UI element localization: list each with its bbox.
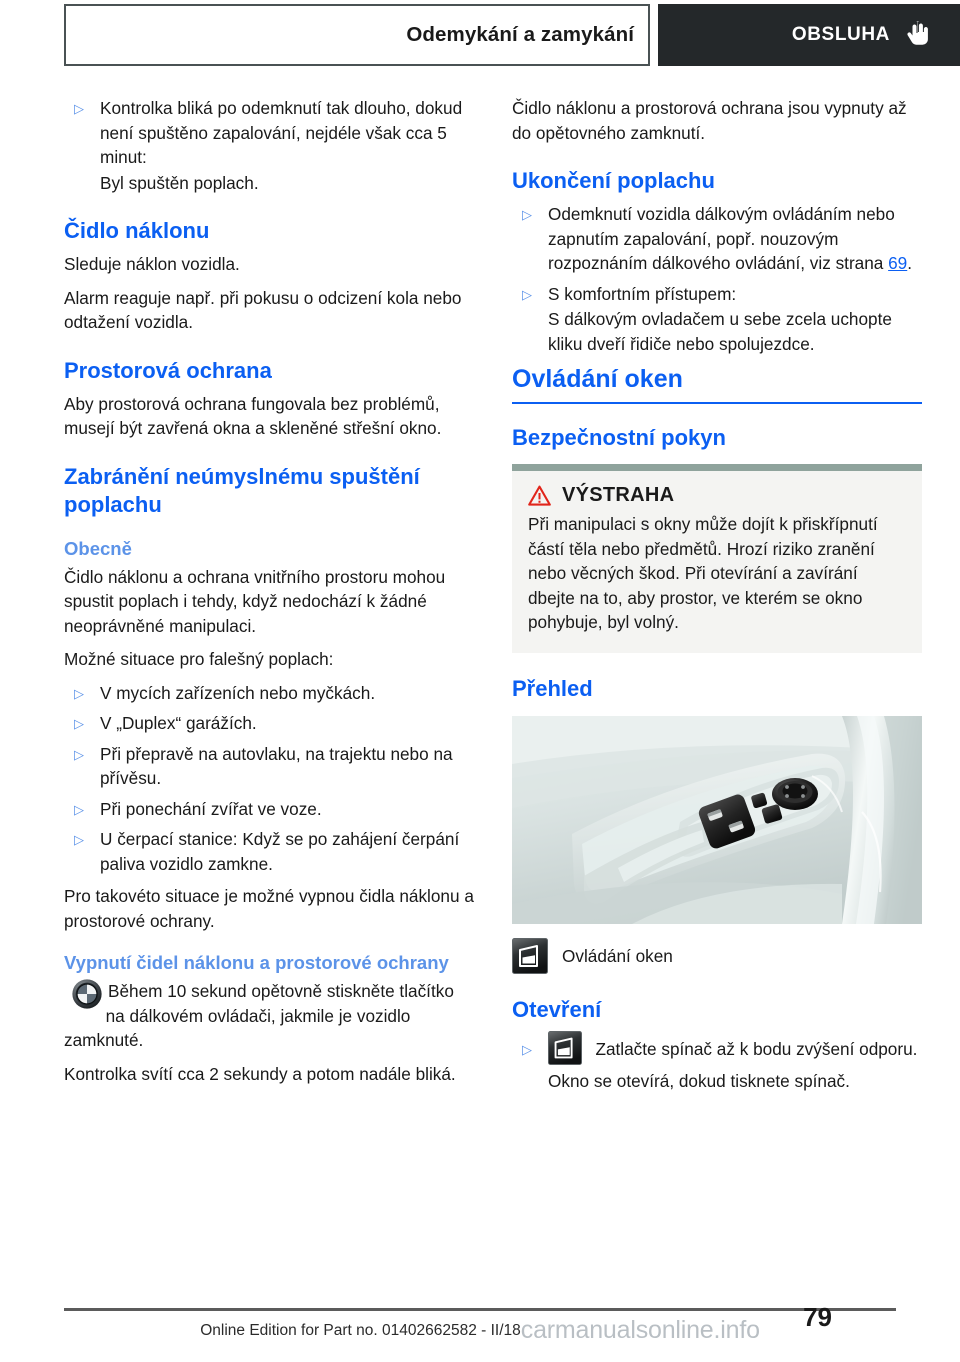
- page-header: [0, 0, 960, 70]
- heading-vypnuti-cidel: Vypnutí čidel náklonu a prostorové ochrany: [64, 952, 449, 973]
- heading-zabraneni: Zabránění neúmyslnému spuštění poplachu: [64, 463, 420, 517]
- otevreni-instruction-bullet: [512, 1031, 922, 1065]
- paragraph-cidlo-1: Sleduje náklon vozidla.: [64, 254, 240, 274]
- list-item: [512, 202, 922, 276]
- footer-edition-line: [0, 1316, 960, 1345]
- figure-caption-label: Ovládání oken: [562, 945, 673, 966]
- heading-bezpecnostni-pokyn: Bezpečnostní pokyn: [512, 425, 726, 450]
- list-item: [64, 96, 474, 195]
- paragraph-vypnuti-2: Kontrolka svítí cca 2 sekundy a potom nadále bliká.: [64, 1063, 456, 1084]
- list-item: ▷ V „Duplex“ garážích.: [64, 711, 474, 736]
- paragraph-obecne-3: Pro takovéto situace je možné vypnou čidla náklonu a prostorové ochrany.: [64, 886, 474, 931]
- figure-caption-row: [512, 938, 922, 974]
- bmw-instruction-paragraph: [64, 979, 474, 1053]
- section-title: OBSLUHA: [791, 24, 890, 45]
- intro-bullet-list: [64, 96, 474, 195]
- bullet-text: Odemknutí vozidla dálkovým ovládáním nebo zapnutím zapalování, popř. nouzovým rozpoznáním dálkového ovládání, viz strana: [548, 204, 895, 273]
- watermark-text: carmanualsonline.info: [520, 1316, 760, 1344]
- window-control-switch-icon: [512, 938, 548, 974]
- list-item: ▷ U čerpací stanice: Když se po zahájení čerpání paliva vozidlo zamkne.: [64, 827, 474, 876]
- heading-obecne: Obecně: [64, 537, 132, 559]
- paragraph-obecne-2: Možné situace pro falešný poplach:: [64, 649, 334, 669]
- bullet-text-after: .: [907, 253, 913, 273]
- list-item: ▷ V mycích zařízeních nebo myčkách.: [64, 681, 474, 706]
- list-item: [512, 282, 922, 357]
- situation-bullet-list: [64, 681, 474, 877]
- paragraph-otevreni: Okno se otevírá, dokud tisknete spínač.: [548, 1070, 850, 1091]
- warning-title-row: [528, 484, 906, 507]
- paragraph-cidlo-2: Alarm reaguje např. při pokusu o odcizení kola nebo odtažení vozidla.: [64, 287, 462, 332]
- edition-text: Online Edition for Part no. 01402662582 - II/18: [200, 1322, 521, 1339]
- otevreni-instruction-text: Zatlačte spínač až k bodu zvýšení odporu.: [595, 1038, 918, 1059]
- list-item: ▷ Při přepravě na autovlaku, na trajektu nebo na přívěsu.: [64, 742, 474, 791]
- car-door-panel-window-switches-photo: [512, 716, 922, 924]
- paragraph-prostorova: Aby prostorová ochrana fungovala bez problémů, musejí být zavřená okna a skleněné střešní okno.: [64, 393, 442, 438]
- ukonceni-bullet-list: [512, 202, 922, 356]
- bullet-text: S komfortním přístupem:: [548, 283, 737, 304]
- bullet-text: Kontrolka bliká po odemknutí tak dlouho, dokud není spuštěno zapalování, nejdéle však cca 5 minut:: [100, 98, 463, 167]
- chapter-title-box: [64, 4, 650, 66]
- heading-prostorova-ochrana: Prostorová ochrana: [64, 357, 272, 383]
- bullet-sub-text: Byl spuštěn poplach.: [100, 172, 259, 193]
- page-reference-link[interactable]: 69: [888, 253, 908, 273]
- heading-prehled: Přehled: [512, 675, 593, 701]
- paragraph-right-top: Čidlo náklonu a prostorová ochrana jsou vypnuty až do opětovného zamknutí.: [512, 98, 907, 143]
- hand-pointer-icon: [906, 20, 932, 50]
- warning-title: VÝSTRAHA: [562, 484, 675, 506]
- list-item: ▷ Při ponechání zvířat ve voze.: [64, 797, 474, 822]
- page-number: 79: [803, 1302, 832, 1332]
- left-column: [64, 96, 474, 1095]
- warning-box: [512, 464, 922, 653]
- bmw-instruction-text: Během 10 sekund opětovně stiskněte tlačítko na dálkovém ovládači, jakmile je vozidlo zamknuté.: [64, 981, 454, 1050]
- right-column: [512, 96, 922, 1102]
- bullet-sub-text: S dálkovým ovladačem u sebe zcela uchopte kliku dveří řidiče nebo spolujezdce.: [548, 309, 892, 354]
- heading-ovladani-oken: Ovládání oken: [512, 364, 922, 404]
- chapter-title: Odemykání a zamykání: [406, 23, 634, 46]
- heading-ukonceni-poplachu: Ukončení poplachu: [512, 168, 715, 193]
- paragraph-obecne-1: Čidlo náklonu a ochrana vnitřního prostoru mohou spustit poplach i tehdy, když nedochází k žádné neoprávněné manipulaci.: [64, 566, 446, 636]
- warning-body: Při manipulaci s okny může dojít k přiskřípnutí částí těla nebo předmětů. Hrozí riziko zranění nebo věcných škod. Při otevírání a zavírání dbejte na to, aby prostor, ve kterém se okno pohybuje, byl volný.: [528, 514, 878, 632]
- page-footer: [0, 1282, 960, 1362]
- heading-cidlo-naklonu: Čidlo náklonu: [64, 218, 210, 243]
- window-control-switch-icon: [548, 1042, 595, 1059]
- door-panel-figure: [512, 716, 922, 924]
- warning-triangle-icon: [528, 485, 551, 506]
- section-tab: [658, 4, 960, 66]
- heading-otevreni: Otevření: [512, 996, 602, 1022]
